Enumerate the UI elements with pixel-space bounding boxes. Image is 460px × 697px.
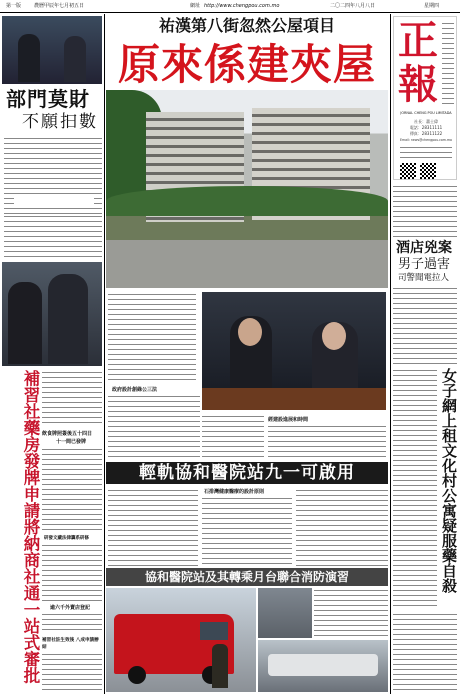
header-strip bbox=[0, 0, 460, 13]
main-photo bbox=[106, 90, 388, 288]
masthead-box bbox=[393, 16, 457, 180]
masthead-char-1: 正 bbox=[398, 18, 438, 64]
lower-body-col-1 bbox=[108, 488, 198, 566]
mid-subhead-3: 石排灣健康醫療的設計原則 bbox=[204, 489, 265, 495]
left-middle-figure-2 bbox=[48, 274, 88, 364]
main-body-col-1b bbox=[108, 394, 200, 460]
left-subhead-3: 研發文藏法律籌系研修 bbox=[44, 536, 89, 541]
left-col-body-b bbox=[42, 447, 102, 531]
masthead-char-2: 報 bbox=[398, 62, 438, 108]
main-photo-ground bbox=[106, 240, 388, 288]
left-subhead-1: 飲食牌照簽後五十四日 bbox=[42, 431, 93, 437]
page-number: 第一版 bbox=[6, 3, 22, 9]
column-rule-right bbox=[390, 14, 391, 694]
right-col-body-b bbox=[393, 612, 457, 692]
fire-drill-photo-1 bbox=[106, 588, 256, 692]
fire-truck-wheel-1 bbox=[128, 666, 146, 684]
main-body-col-3 bbox=[268, 424, 386, 460]
left-subhead-2: 十一間已發牌 bbox=[56, 439, 87, 445]
left-vertical-headline: 補習社藥房發牌申請將納商社通一站式審批 bbox=[21, 370, 40, 684]
masthead-company: JORNAL CHENG POU LIMITADA bbox=[400, 111, 452, 115]
officials-photo bbox=[202, 292, 386, 410]
mid-subhead-2: 經建設進展和時間 bbox=[268, 417, 309, 423]
left-col-body-d bbox=[42, 612, 102, 634]
weekday: 星期四 bbox=[424, 3, 440, 9]
officials-face-1 bbox=[238, 318, 262, 346]
masthead-contact-1: 社長：蕭士偉 bbox=[414, 119, 438, 124]
masthead-info-lines bbox=[400, 145, 452, 159]
lower-body-col-3 bbox=[296, 488, 388, 566]
right-story-title-3: 司警聞電拉人 bbox=[398, 273, 450, 283]
right-top-body bbox=[393, 184, 457, 238]
left-story-title-1: 部門莫財 bbox=[6, 87, 90, 111]
officials-desk bbox=[202, 388, 386, 410]
left-subhead-4: 逾六千外賣店登記 bbox=[50, 605, 91, 611]
issue-date: 二〇二四年八月八日 bbox=[330, 3, 376, 9]
masthead-contact-3: 傳真：28311122 bbox=[409, 131, 443, 136]
main-photo-trees bbox=[106, 186, 388, 216]
left-middle-figure-1 bbox=[8, 282, 42, 364]
headline-kicker: 祐漢第八街忽然公屋項目 bbox=[158, 16, 335, 35]
officials-face-2 bbox=[322, 322, 346, 350]
left-top-photo bbox=[2, 16, 102, 84]
left-photo-figure-2 bbox=[64, 36, 86, 82]
main-body-col-2 bbox=[202, 414, 264, 458]
column-rule-left bbox=[104, 14, 105, 694]
fire-drill-photo-2 bbox=[258, 588, 312, 638]
bottom-banner-text: 協和醫院站及其轉乘月台聯合消防演習 bbox=[144, 570, 349, 584]
left-story-title-2: 不願抇數 bbox=[22, 112, 98, 132]
left-story-body-2 bbox=[4, 214, 102, 258]
qr-code-icon-2 bbox=[420, 163, 436, 179]
mid-subhead-1: 政府設計創綠公三法 bbox=[112, 387, 158, 393]
main-body-col-1 bbox=[108, 292, 196, 382]
bottom-banner bbox=[106, 568, 388, 586]
masthead-contact-4: Email: news@chengpou.com.mo bbox=[399, 138, 453, 142]
lunar-date: 農曆甲辰年七月初五日 bbox=[34, 3, 85, 9]
firefighter bbox=[212, 644, 228, 688]
right-story-body bbox=[393, 286, 457, 364]
headline-main: 原來係建夾屋 bbox=[117, 40, 376, 89]
lower-body-col-2 bbox=[202, 496, 292, 566]
left-story-subhead bbox=[14, 198, 94, 206]
site-label: 網址 bbox=[190, 3, 201, 9]
fire-drill-body bbox=[314, 588, 388, 638]
right-col-body-a bbox=[393, 368, 437, 608]
fire-truck-window bbox=[200, 622, 228, 640]
fire-drill-photo-3 bbox=[258, 640, 388, 692]
right-story-title-2: 男子過害 bbox=[398, 257, 451, 272]
right-story-title-1: 酒店兇案 bbox=[396, 240, 452, 256]
left-photo-figure-1 bbox=[18, 34, 40, 82]
right-vertical-headline: 女子網上租文化村公寓疑服藥自殺 bbox=[440, 368, 458, 593]
left-col-body-c bbox=[42, 543, 102, 601]
qr-code-icon-1 bbox=[400, 163, 416, 179]
site-url[interactable]: http://www.chengpou.com.mo bbox=[204, 3, 280, 9]
left-col-body-e bbox=[42, 652, 102, 692]
fire-drill-train bbox=[268, 654, 378, 676]
left-subhead-5: 補習社註生效後 八成申請辦結 bbox=[42, 638, 99, 650]
banner-2-text: 輕軌協和醫院站九一可啟用 bbox=[139, 463, 355, 483]
left-col-body-a bbox=[42, 370, 102, 426]
masthead-info-column bbox=[442, 21, 454, 107]
banner-2 bbox=[106, 462, 388, 484]
masthead-contact-2: 電話：28311111 bbox=[409, 125, 443, 130]
